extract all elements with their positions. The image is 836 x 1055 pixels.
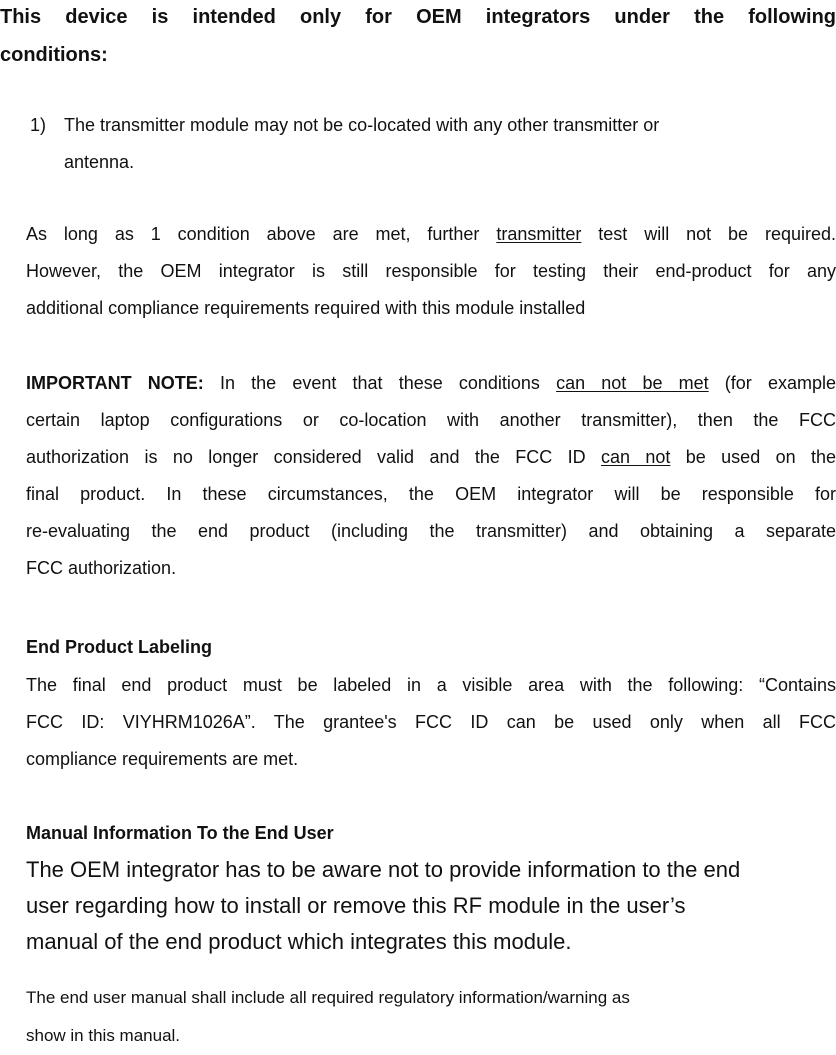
important-note-text: In the event that these conditions [203, 373, 557, 393]
labeling-line: The final end product must be labeled in a visible area with the following: “Contains [26, 675, 836, 695]
important-note-line [26, 439, 836, 476]
condition-line: The transmitter module may not be co-located with any other transmitter or [64, 115, 660, 135]
important-note-line [26, 365, 836, 402]
important-note-text: (for example [708, 373, 836, 393]
underlined-transmitter: transmitter [496, 224, 582, 244]
labeling-line: compliance requirements are met. [26, 749, 299, 769]
important-note-paragraph [26, 365, 836, 587]
manual-info-paragraph [26, 852, 836, 960]
compliance-paragraph [26, 216, 836, 327]
manual-info-line: The OEM integrator has to be aware not to provide information to the end [26, 857, 741, 882]
important-note-label: IMPORTANT NOTE: [26, 373, 204, 393]
labeling-heading: End Product Labeling [26, 637, 213, 657]
important-note-line: FCC authorization. [26, 558, 177, 578]
compliance-line: However, the OEM integrator is still responsible for testing their end-product for any [26, 261, 836, 281]
condition-number: 1) [30, 115, 47, 135]
manual-info-heading: Manual Information To the End User [26, 823, 334, 843]
compliance-text: test will not be required. [581, 224, 836, 244]
intro-line: conditions: [0, 44, 108, 66]
manual-note-paragraph [26, 979, 836, 1055]
manual-info-line: user regarding how to install or remove this RF module in the user’s [26, 893, 686, 918]
manual-info-line: manual of the end product which integrates this module. [26, 929, 572, 954]
important-note-line: re-evaluating the end product (including the transmitter) and obtaining a separate [26, 521, 836, 541]
manual-note-line: The end user manual shall include all required regulatory information/warning as [26, 988, 630, 1007]
labeling-line: FCC ID: VIYHRM1026A”. The grantee's FCC ID can be used only when all FCC [26, 712, 836, 732]
important-note-line: final product. In these circumstances, the OEM integrator will be responsible for [26, 484, 836, 504]
underlined-can-not: can not [600, 447, 671, 467]
labeling-paragraph [26, 667, 836, 778]
important-note-text: authorization is no longer considered valid and the FCC ID [26, 447, 601, 467]
condition-line: antenna. [64, 152, 135, 172]
compliance-text: As long as 1 condition above are met, further [26, 224, 497, 244]
important-note-text: be used on the [670, 447, 836, 467]
compliance-line: additional compliance requirements required with this module installed [26, 298, 586, 318]
important-note-line: certain laptop configurations or co-location with another transmitter), then the FCC [26, 410, 836, 430]
compliance-line [26, 216, 836, 253]
underlined-can-not-be-met: can not be met [556, 373, 709, 393]
manual-note-line: show in this manual. [26, 1026, 181, 1045]
intro-line: This device is intended only for OEM integrators under the following [0, 6, 836, 28]
condition-text [64, 107, 804, 181]
intro-paragraph [0, 0, 836, 74]
